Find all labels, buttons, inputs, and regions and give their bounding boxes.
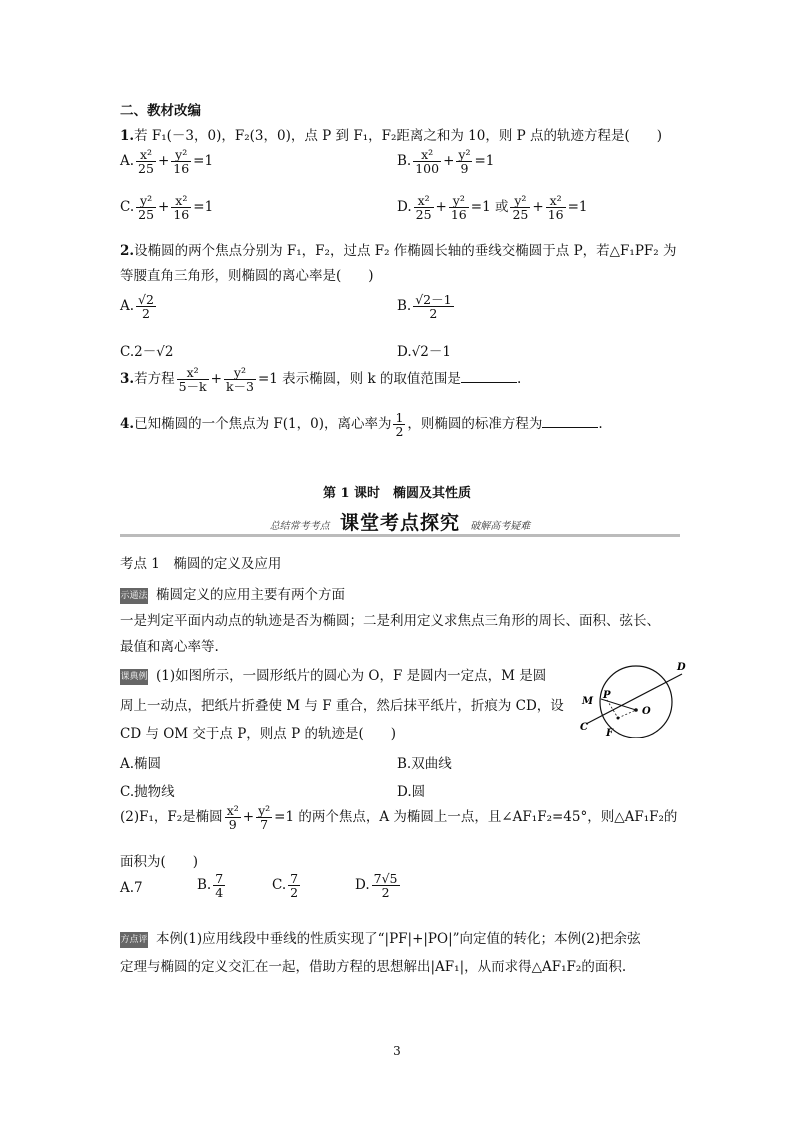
banner-right: 破解高考疑难 [470,521,531,532]
q2-option-a: A. $\frac{√2}{2}$ [120,292,154,322]
ex2-option-a: A.7 [120,880,143,896]
question-4: 4.已知椭圆的一个焦点为 F(1，0)，离心率为 $\frac{1}{2}$ ，则椭圆的标准方程为 . [120,410,603,440]
example-line2: 周上一动点，把纸片折叠使 M 与 F 重合，然后抹平纸片，折痕为 CD，设 [120,698,564,714]
label-c: C [580,722,588,733]
q1-option-b: B. $\frac{\text{x²}}{100}$ + $\frac{\text{y²}}{9}$ =1 [397,147,495,177]
q1-option-a: A. $\frac{\text{x²}}{25}$ + $\frac{\text{y²}}{16}$ =1 [120,147,214,177]
ex2-option-d: D. $\frac{7√5}{2}$ [355,871,398,901]
banner-main: 课堂考点探究 [339,512,460,534]
ex1-option-d: D.圆 [397,784,426,800]
ex1-option-c: C.抛物线 [120,784,175,800]
label-f: F [606,728,614,738]
question-2-line1: 2.设椭圆的两个焦点分别为 F₁，F₂，过点 F₂ 作椭圆长轴的垂线交椭圆于点 P，若△F₁PF₂ 为 [120,243,677,259]
example-2-line1: (2)F₁，F₂是椭圆 $\frac{\text{x²}}{9}$ + $\frac{\text{y²}}{7}$ =1 的两个焦点，A 为椭圆上一点，且∠AF₁F₂=45°，则△AF₁F₂的 [120,803,678,833]
method-tag: 示通法 [120,588,148,604]
q2-option-b: B. $\frac{√2-1}{2}$ [397,292,452,322]
point-f [617,717,620,720]
example-line3: CD 与 OM 交于点 P，则点 P 的轨迹是( ) [120,726,396,742]
method-line2: 最值和离心率等. [120,639,219,655]
question-2-line2: 等腰直角三角形，则椭圆的离心率是( ) [120,268,374,284]
ex2-option-c: C. $\frac{7}{2}$ [272,871,299,901]
banner-left: 总结常考考点 [269,521,330,532]
example-2-line2: 面积为( ) [120,854,199,870]
q1-option-d: D. $\frac{\text{x²}}{25}$ + $\frac{\text{y²}}{16}$ =1 或 $\frac{\text{y²}}{25}$ + $\frac{\text{x²}}{16}$ =1 [397,193,588,223]
answer-blank[interactable] [461,370,517,383]
ex1-option-a: A.椭圆 [120,756,162,772]
method-title: 示通法 椭圆定义的应用主要有两个方面 [120,587,345,603]
ex1-option-b: B.双曲线 [397,756,452,772]
segment-fo [618,710,636,718]
comment-line2: 定理与椭圆的定义交汇在一起，借助方程的思想解出|AF₁|，从而求得△AF₁F₂的面积. [120,959,627,975]
topic-1-title: 考点 1 椭圆的定义及应用 [120,556,282,572]
q1-option-c: C. $\frac{\text{y²}}{25}$ + $\frac{\text{x²}}{16}$ =1 [120,193,214,223]
page-number: 3 [393,1044,401,1058]
label-m: M [582,696,594,707]
question-3: 3.若方程 $\frac{\text{x²}}{5-k}$ + $\frac{\text{y²}}{k-3}$ =1 表示椭圆，则 k 的取值范围是 . [120,365,522,395]
answer-blank[interactable] [542,415,598,428]
lesson-title: 第 1 课时 椭圆及其性质 [322,486,472,501]
section-banner [120,508,680,538]
label-d: D [677,662,686,673]
label-p: P [603,690,611,701]
ex2-option-b: B. $\frac{7}{4}$ [197,871,224,901]
example-line1: 课典例 (1)如图所示，一圆形纸片的圆心为 O，F 是圆内一定点，M 是圆 [120,668,547,684]
label-o: O [642,706,651,717]
q2-option-c: C.2－√2 [120,344,174,360]
example-tag: 课典例 [120,669,148,685]
comment-tag: 方点评 [120,932,148,948]
section-heading: 二、教材改编 [120,103,201,119]
circle-figure [570,658,690,738]
point-o [634,708,638,712]
q2-option-d: D.√2－1 [397,344,451,360]
question-1-stem: 1.若 F₁(－3，0)，F₂(3，0)，点 P 到 F₁，F₂距离之和为 10，则 P 点的轨迹方程是( ) [120,128,663,144]
method-line1: 一是判定平面内动点的轨迹是否为椭圆；二是利用定义求焦点三角形的周长、面积、弦长、 [120,613,660,629]
comment-line1: 方点评 本例(1)应用线段中垂线的性质实现了“|PF|+|PO|”向定值的转化；本例(2)把余弦 [120,931,641,947]
